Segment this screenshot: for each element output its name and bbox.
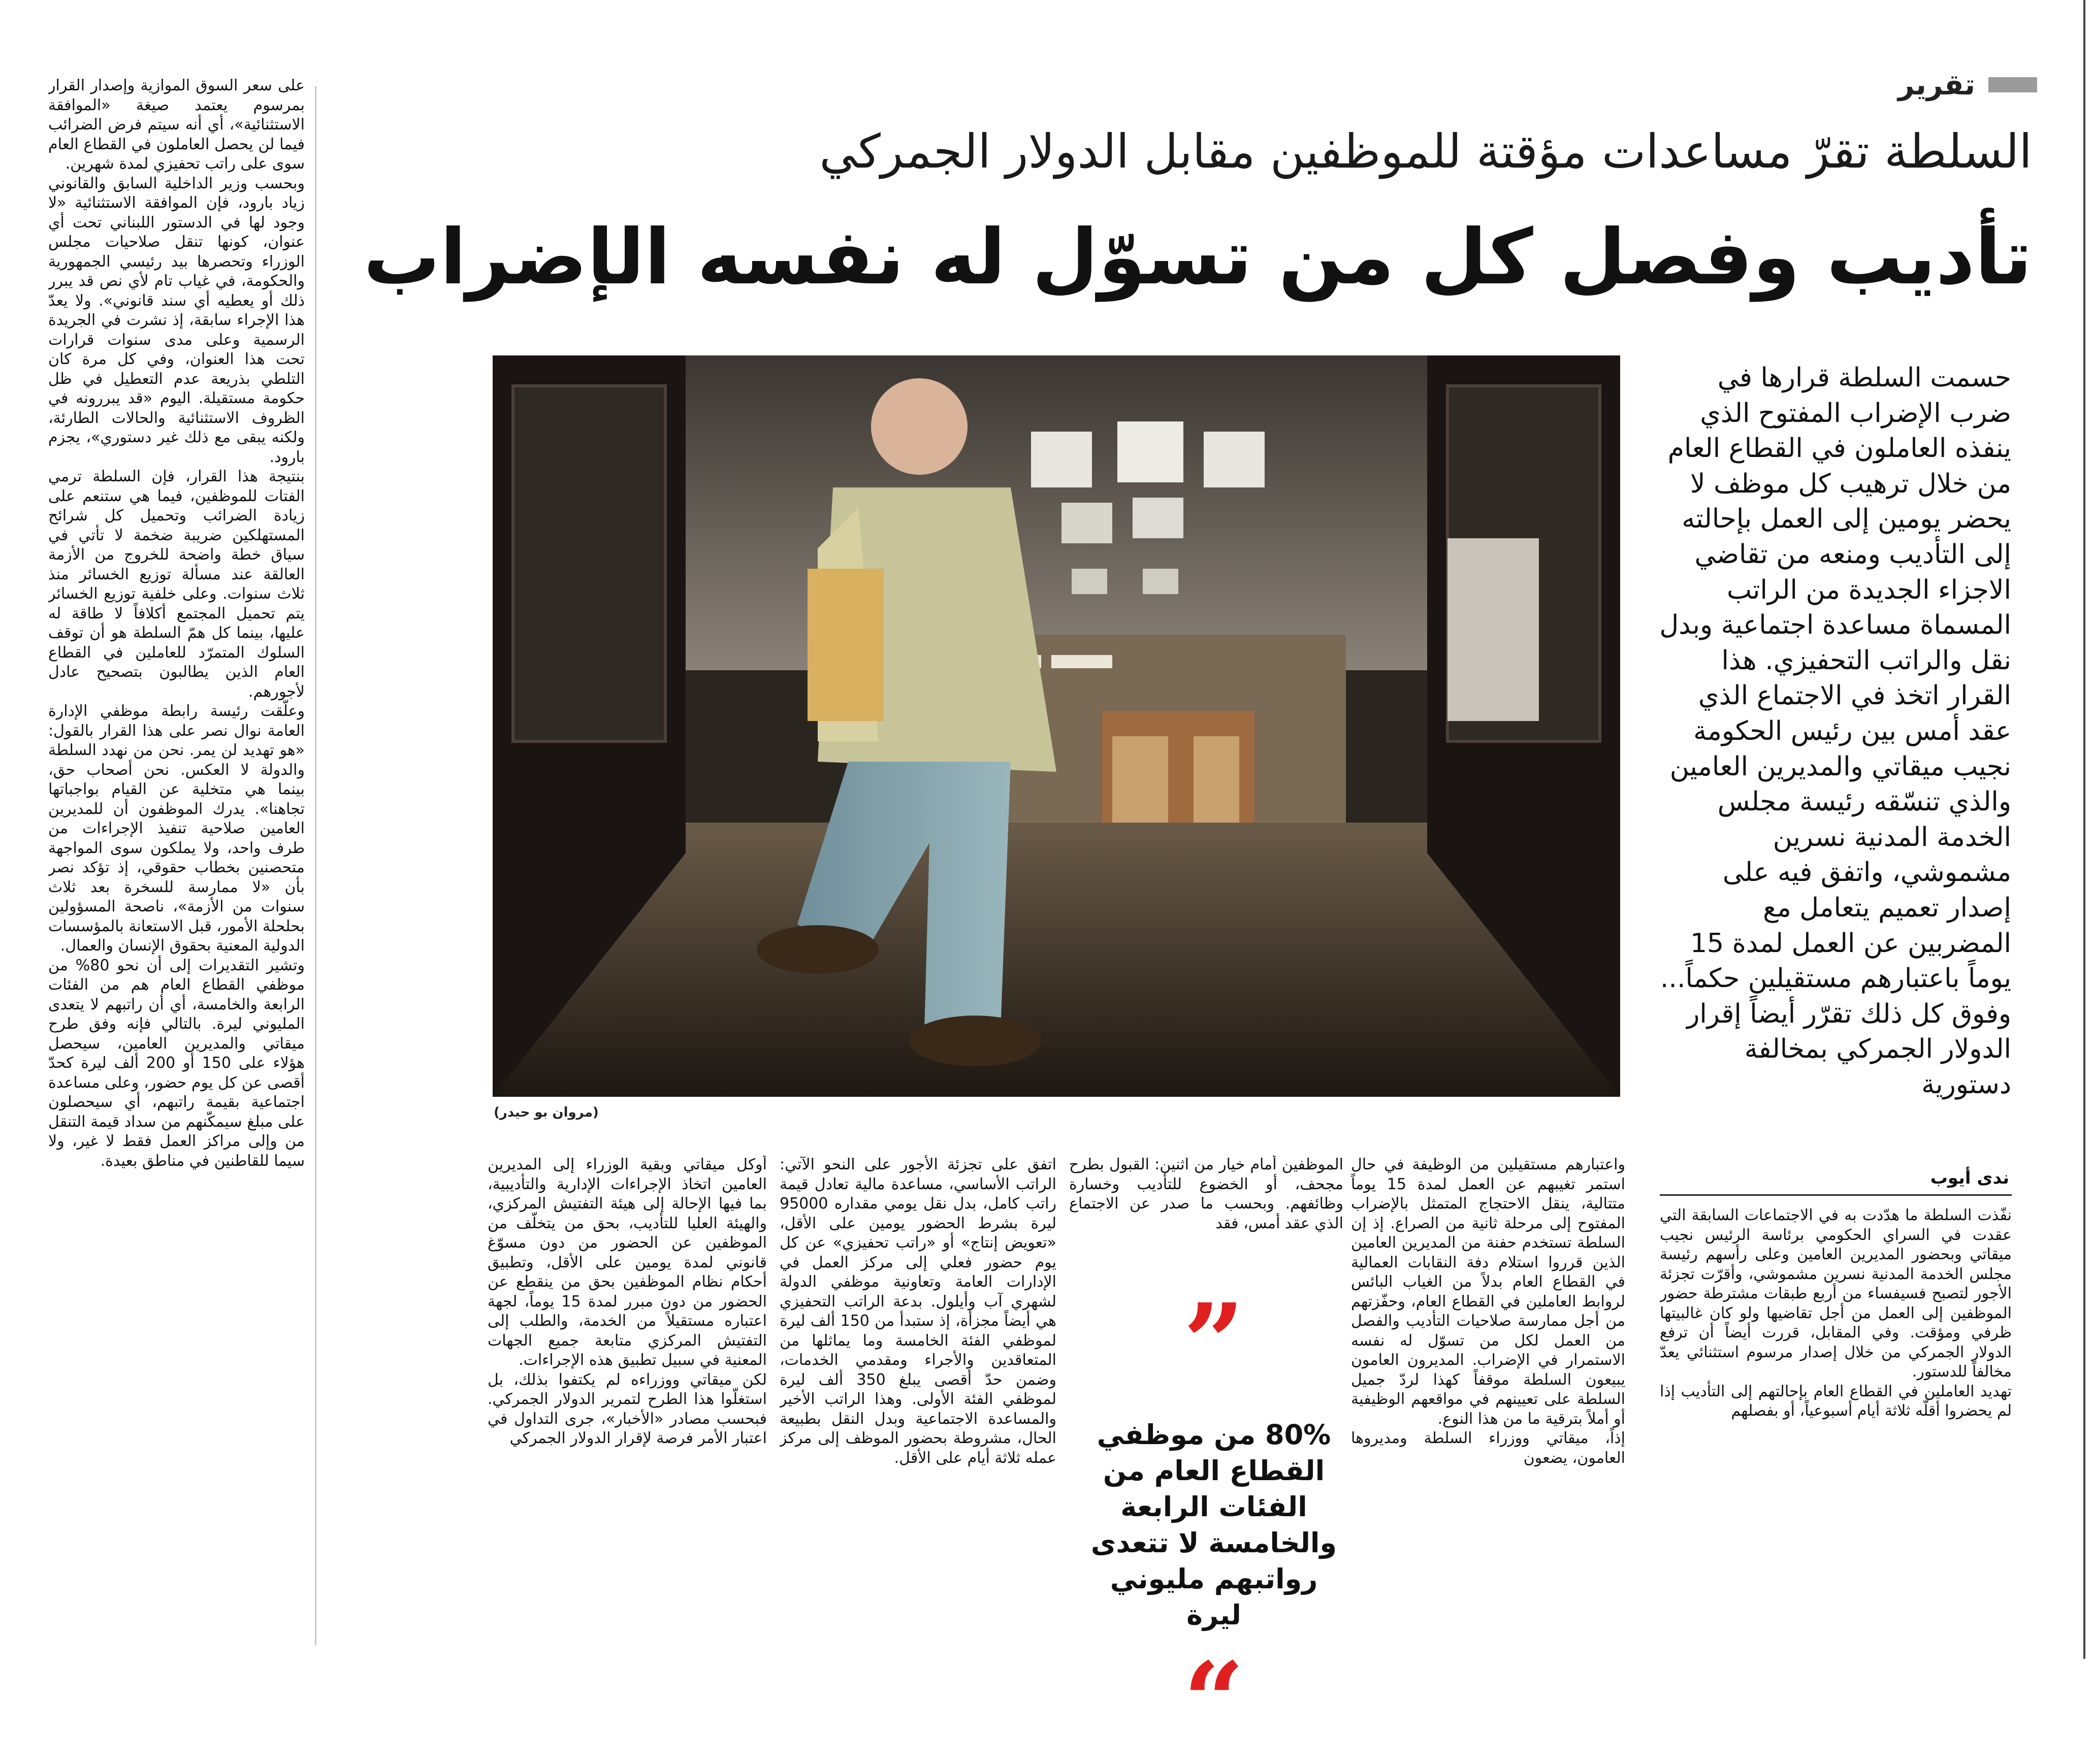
left-paragraph: وبحسب وزير الداخلية السابق والقانوني زياد بارود، فإن الموافقة الاستثنائية «لا وجود لها في الدستور اللبناني تحت أي عنوان، كونها تنقل صلاحيات مجلس الوزراء وتحصرها بيد رئيسي الجمهورية والحكومة، في غياب تام لأي نص قد يبرر ذلك أو يعطيه أي سند قانوني». ولا يعدّ هذا الإجراء سابقة، إذ نشرت في الجريدة الرسمية وعلى مدى سنوات قرارات تحت هذا العنوان، وفي كل مرة كان التلطي بذريعة عدم التعطيل في ظل حكومة مستقيلة. اليوم «قد يبررونه في الظروف الاستثنائية والحالات الطارئة، ولكنه يبقى مع ذلك غير دستوري»، يجزم بارود.	[48, 174, 305, 466]
left-column	[48, 76, 305, 1650]
body-paragraph: الموظفين أمام خيار من اثنين: القبول بطرح مجحف، أو الخضوع للتأديب وخسارة وظائفهم. وبحسب ما صدر عن الاجتماع الذي عقد أمس، فقد	[1069, 1156, 1343, 1232]
article-subhead: السلطة تقرّ مساعدات مؤقتة للموظفين مقابل الدولار الجمركي	[819, 124, 2032, 179]
pull-quote-text: 80% من موظفي القطاع العام من الفئات الرابعة والخامسة لا تتعدى رواتبهم مليوني ليرة	[1091, 1419, 1337, 1631]
close-quote-icon: “	[1183, 1639, 1245, 1764]
article-photo	[493, 355, 1620, 1097]
body-column-3	[1069, 1155, 1343, 1267]
left-paragraph: بنتيجة هذا القرار، فإن السلطة ترمي الفتات للموظفين، فيما هي ستنعم على زيادة الضرائب وتحميل كل شرائح المستهلكين ضريبة ضخمة لا تأتي في سياق خطة واضحة للخروج من الأزمة العالقة عند مسألة توزيع الخسائر منذ ثلاث سنوات. وعلى خلفية توزيع الخسائر يتم تحميل المجتمع أكلافاً لا طاقة له عليها، بينما كل همّ السلطة هو أن توقف السلوك المتمرّد للعاملين في القطاع العام الذين يطالبون بتصحيح عادل لأجورهم.	[48, 468, 305, 701]
article-headline: تأديب وفصل كل من تسوّل له نفسه الإضراب	[363, 213, 2032, 302]
open-quote-icon: ”	[1183, 1280, 1245, 1406]
photo-credit: (مروان بو حيدر)	[494, 1105, 599, 1120]
section-label: تقرير	[1897, 68, 1975, 102]
body-paragraph: نفّذت السلطة ما هدّدت به في الاجتماعات السابقة التي عقدت في السراي الحكومي برئاسة الرئيس نجيب ميقاتي وبحضور المديرين العامين وعلى رأسهم رئيسة مجلس الخدمة المدنية نسرين مشموشي، وأقرّت تجزئة الأجور لتصبح فسيفساء من أربع طبقات مشترطة حضور الموظفين إلى العمل من أجل تقاضيها ولو كان غالبيتها ظرفي ومؤقت. وفي المقابل، قررت أيضاً أن ترفع الدولار الجمركي من خلال إصدار مرسوم استثنائي يعدّ مخالفاً للدستور.	[1660, 1206, 2012, 1381]
byline-rule	[1660, 1194, 2012, 1196]
kicker-bar	[1988, 77, 2037, 92]
body-paragraph: إذاً، ميقاتي ووزراء السلطة ومديروها العامون، يضعون	[1351, 1429, 1625, 1467]
pull-quote	[1082, 1280, 1346, 1764]
body-column-2	[1351, 1155, 1625, 1643]
body-column-4	[780, 1155, 1056, 1643]
left-paragraph: على سعر السوق الموازية وإصدار القرار بمرسوم يعتمد صيغة «الموافقة الاستثنائية»، أي أنه سيتم فرض الضرائب فيما لن يحصل العاملون في القطاع العام سوى على راتب تحفيزي لمدة شهرين.	[48, 77, 305, 173]
column-divider	[315, 86, 316, 1645]
body-paragraph: أوكل ميقاتي وبقية الوزراء إلى المديرين العامين اتخاذ الإجراءات الإدارية والتأديبية، بما فيها الإحالة إلى هيئة التفتيش المركزي، والهيئة العليا للتأديب، بحق من يتخلّف من الموظفين عن الحضور من دون مسوّغ قانوني لمدة يومين على الأقل، وتطبيق أحكام نظام الموظفين بحق من ينقطع عن الحضور من دون مبرر لمدة 15 يوماً، لجهة اعتباره مستقيلاً من الخدمة، والطلب إلى التفتيش المركزي متابعة جميع الجهات المعنية في سبيل تطبيق هذه الإجراءات.	[488, 1156, 767, 1369]
section-kicker	[1898, 67, 2037, 103]
body-paragraph: اتفق على تجزئة الأجور على النحو الآتي: الراتب الأساسي، مساعدة مالية تعادل قيمة راتب كامل، بدل نقل يومي مقداره 95000 ليرة بشرط الحضور يومين على الأقل، «تعويض إنتاج» أو «راتب تحفيزي» عن كل يوم حضور فعلي إلى مركز العمل في الإدارات العامة وتعاونية موظفي الدولة لشهري آب وأيلول. بدعة الراتب التحفيزي هي أيضاً مجزأة، إذ ستبدأ من 150 ألف ليرة لموظفي الفئة الخامسة وما يماثلها من المتعاقدين والأجراء ومقدمي الخدمات، وضمن حدّ أقصى يبلغ 350 ألف ليرة لموظفي الفئة الأولى. وهذا الراتب الأخير والمساعدة الاجتماعية وبدل النقل بطبيعة الحال، مشروطة بحضور الموظف إلى مركز عمله ثلاثة أيام على الأقل.	[780, 1156, 1056, 1467]
body-paragraph: تهديد العاملين في القطاع العام بإحالتهم إلى التأديب إذا لم يحضروا أقلّه ثلاثة أيام أسبوعياً، أو بفصلهم	[1660, 1382, 2012, 1420]
lede-paragraph: حسمت السلطة قرارها في ضرب الإضراب المفتوح الذي ينفذه العاملون في القطاع العام من خلال ترهيب كل موظف لا يحضر يومين إلى العمل بإحالته إلى التأديب ومنعه من تقاضي الاجزاء الجديدة من الراتب المسماة مساعدة اجتماعية وبدل نقل والراتب التحفيزي. هذا القرار اتخذ في الاجتماع الذي عقد أمس بين رئيس الحكومة نجيب ميقاتي والمديرين العامين والذي تنسّقه رئيسة مجلس الخدمة المدنية نسرين مشموشي، واتفق فيه على إصدار تعميم يتعامل مع المضربين عن العمل لمدة 15 يوماً باعتبارهم مستقيلين حكماً... وفوق كل ذلك تقرّر أيضاً إقرار الدولار الجمركي بمخالفة دستورية	[1659, 363, 2011, 1100]
body-column-5	[488, 1155, 767, 1643]
left-paragraph: وعلّقت رئيسة رابطة موظفي الإدارة العامة نوال نصر على هذا القرار بالقول: «هو تهديد لن يمر. نحن من نهدد السلطة والدولة لا العكس. نحن أصحاب حق، بينما هي متخلية عن القيام بواجباتها تجاهنا». يدرك الموظفون أن للمديرين العامين صلاحية تنفيذ الإجراءات من طرف واحد، ولا يملكون سوى المواجهة متحصنين بخطاب حقوقي، إذ تؤكد نصر بأن «لا ممارسة للسخرة بعد ثلاث سنوات من الأزمة»، ناصحة المسؤولين بحلحلة الأمور، قبل الاستعانة بالمؤسسات الدولية المعنية بحقوق الإنسان والعمال.	[48, 702, 305, 955]
byline: ندى أيوب	[1930, 1168, 2009, 1188]
body-paragraph: لكن ميقاتي ووزراءه لم يكتفوا بذلك، بل استغلّوا هذا الطرح لتمرير الدولار الجمركي. فبحسب مصادر «الأخبار»، جرى التداول في اعتبار الأمر فرصة لإقرار الدولار الجمركي	[488, 1370, 767, 1447]
body-paragraph: واعتبارهم مستقيلين من الوظيفة في حال استمر تغيبهم عن العمل لمدة 15 يوماً متتالية، ينقل الاحتجاج المتمثل بالإضراب المفتوح إلى مرحلة ثانية من الصراع. إذ إن السلطة تستخدم حفنة من المديرين العامين الذين قرروا استلام دفة النقابات العمالية في القطاع العام بدلاً من الغياب البائس لروابط العاملين في القطاع العام، وحفّزتهم من أجل ممارسة صلاحيات التأديب والفصل من العمل لكل من تسوّل له نفسه الاستمرار في الإضراب. المديرون العامون يبيعون السلطة موقفاً كهذا لردّ جميل السلطة على تعيينهم في مواقعهم الوظيفية أو أملاً بترقية ما من هذا النوع.	[1351, 1156, 1625, 1428]
left-paragraph: وتشير التقديرات إلى أن نحو 80% من موظفي القطاع العام هم من الفئات الرابعة والخامسة، أي أن راتبهم لا يتعدى المليوني ليرة. بالتالي فإنه وفق طرح ميقاتي والمديرين العامين، سيحصل هؤلاء على 150 أو 200 ألف ليرة كحدّ أقصى عن كل يوم حضور، وعلى مساعدة اجتماعية بقيمة راتبهم، أي سيحصلون على مبلغ سيمكّنهم من سداد قيمة التنقل من وإلى مراكز العمل فقط لا غير، ولا سيما للقاطنين في مناطق بعيدة.	[48, 956, 305, 1170]
body-column-1	[1660, 1206, 2012, 1643]
page-edge-rule	[2083, 0, 2085, 1659]
